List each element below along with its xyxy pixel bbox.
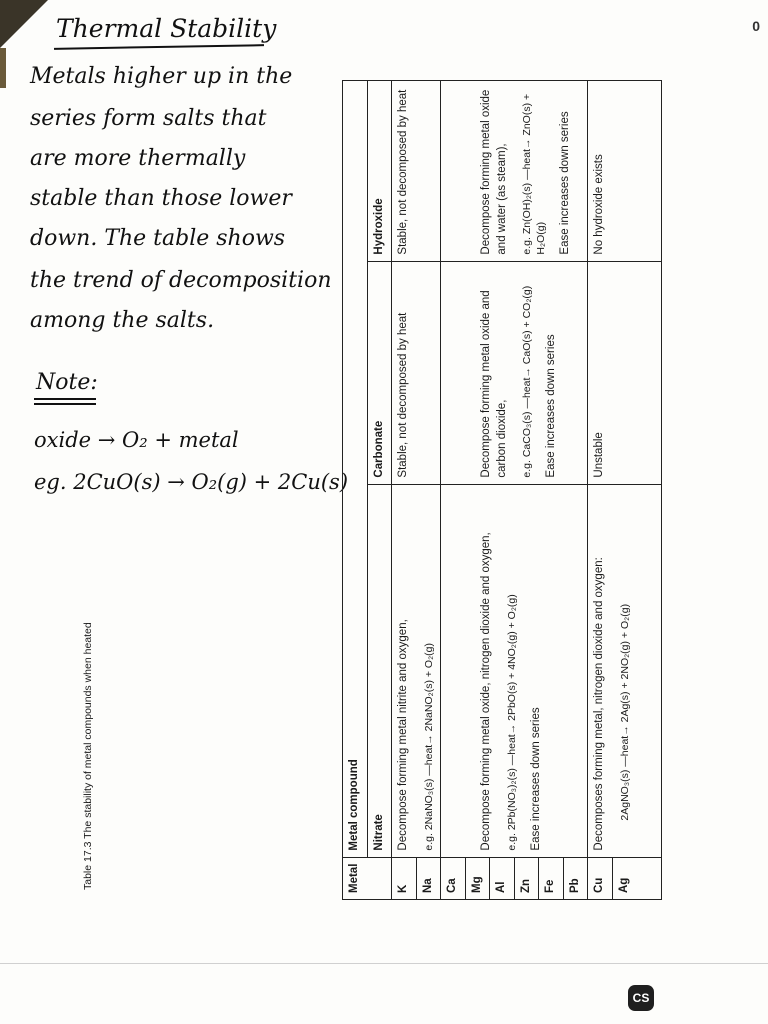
intro-line-6: the trend of decomposition [30, 268, 332, 293]
group3-nitrate [588, 484, 662, 857]
group2-carbonate-eq: e.g. CaCO₃(s) —heat→ CaO(s) + CO₂(g) [521, 285, 534, 478]
group2-nitrate-desc: Decompose forming metal oxide, nitrogen dioxide and oxygen, [480, 532, 493, 851]
intro-line-1: Metals higher up in the [30, 64, 293, 89]
metal-zn: Zn [514, 857, 539, 899]
header-metal-compound: Metal compound [343, 81, 368, 858]
title-underline [54, 44, 264, 50]
group3-hydroxide: No hydroxide exists [588, 81, 662, 262]
scanner-logo-icon: CS [628, 985, 654, 1011]
note-label: Note: [36, 370, 98, 395]
page-title: Thermal Stability [56, 14, 277, 43]
group1-nitrate-desc: Decompose forming metal nitrite and oxygen, [397, 619, 410, 851]
group2-hydroxide [441, 81, 588, 262]
page-corner-shadow [0, 0, 48, 48]
group3-nitrate-eq: 2AgNO₃(s) —heat→ 2Ag(s) + 2NO₂(g) + O₂(g) [618, 603, 631, 821]
group2-nitrate [441, 484, 588, 857]
metal-na: Na [416, 857, 441, 899]
group3-nitrate-desc: Decomposes forming metal, nitrogen dioxide and oxygen: [593, 557, 606, 851]
group2-carbonate [441, 261, 588, 484]
metal-pb: Pb [563, 857, 588, 899]
metal-ag: Ag [612, 857, 661, 899]
group2-carbonate-trend: Ease increases down series [545, 334, 558, 478]
intro-line-3: are more thermally [30, 146, 246, 171]
group2-hydroxide-desc: Decompose forming metal oxide and water (as steam), [480, 89, 508, 255]
stability-table [342, 80, 662, 900]
header-hydroxide: Hydroxide [367, 81, 392, 262]
intro-line-2: series form salts that [30, 106, 267, 131]
note-underline-1 [34, 398, 96, 400]
note-equation-2: eg. 2CuO(s) → O₂(g) + 2Cu(s) [34, 470, 349, 494]
header-nitrate: Nitrate [367, 484, 392, 857]
metal-k: K [392, 857, 417, 899]
header-metal: Metal [343, 857, 392, 899]
group1-nitrate [392, 484, 441, 857]
note-underline-2 [34, 403, 96, 405]
stability-table-rotated [342, 80, 712, 900]
metal-cu: Cu [588, 857, 613, 899]
group1-hydroxide: Stable, not decomposed by heat [392, 81, 441, 262]
metal-al: Al [490, 857, 515, 899]
group1-carbonate: Stable, not decomposed by heat [392, 261, 441, 484]
intro-line-7: among the salts. [30, 308, 215, 333]
group3-carbonate: Unstable [588, 261, 662, 484]
page-bottom-divider [0, 963, 768, 964]
group2-nitrate-trend: Ease increases down series [529, 707, 542, 851]
group2-hydroxide-eq: e.g. Zn(OH)₂(s) —heat→ ZnO(s) + H₂O(g) [521, 93, 548, 255]
table-caption: Table 17.3 The stability of metal compounds when heated [82, 622, 94, 890]
header-carbonate: Carbonate [367, 261, 392, 484]
group2-nitrate-eq: e.g. 2Pb(NO₃)₂(s) —heat→ 2PbO(s) + 4NO₂(g) + O₂(g) [505, 594, 518, 851]
metal-ca: Ca [441, 857, 466, 899]
group2-hydroxide-trend: Ease increases down series [559, 111, 572, 255]
metal-fe: Fe [539, 857, 564, 899]
intro-line-5: down. The table shows [30, 226, 286, 251]
intro-line-4: stable than those lower [30, 186, 292, 211]
note-equation-1: oxide → O₂ + metal [34, 428, 239, 452]
metal-mg: Mg [465, 857, 490, 899]
page-corner-edge [0, 48, 6, 88]
group2-carbonate-desc: Decompose forming metal oxide and carbon dioxide, [480, 290, 508, 478]
group1-nitrate-eq: e.g. 2NaNO₃(s) —heat→ 2NaNO₂(s) + O₂(g) [422, 642, 435, 851]
edge-mark: 0 [752, 18, 760, 34]
